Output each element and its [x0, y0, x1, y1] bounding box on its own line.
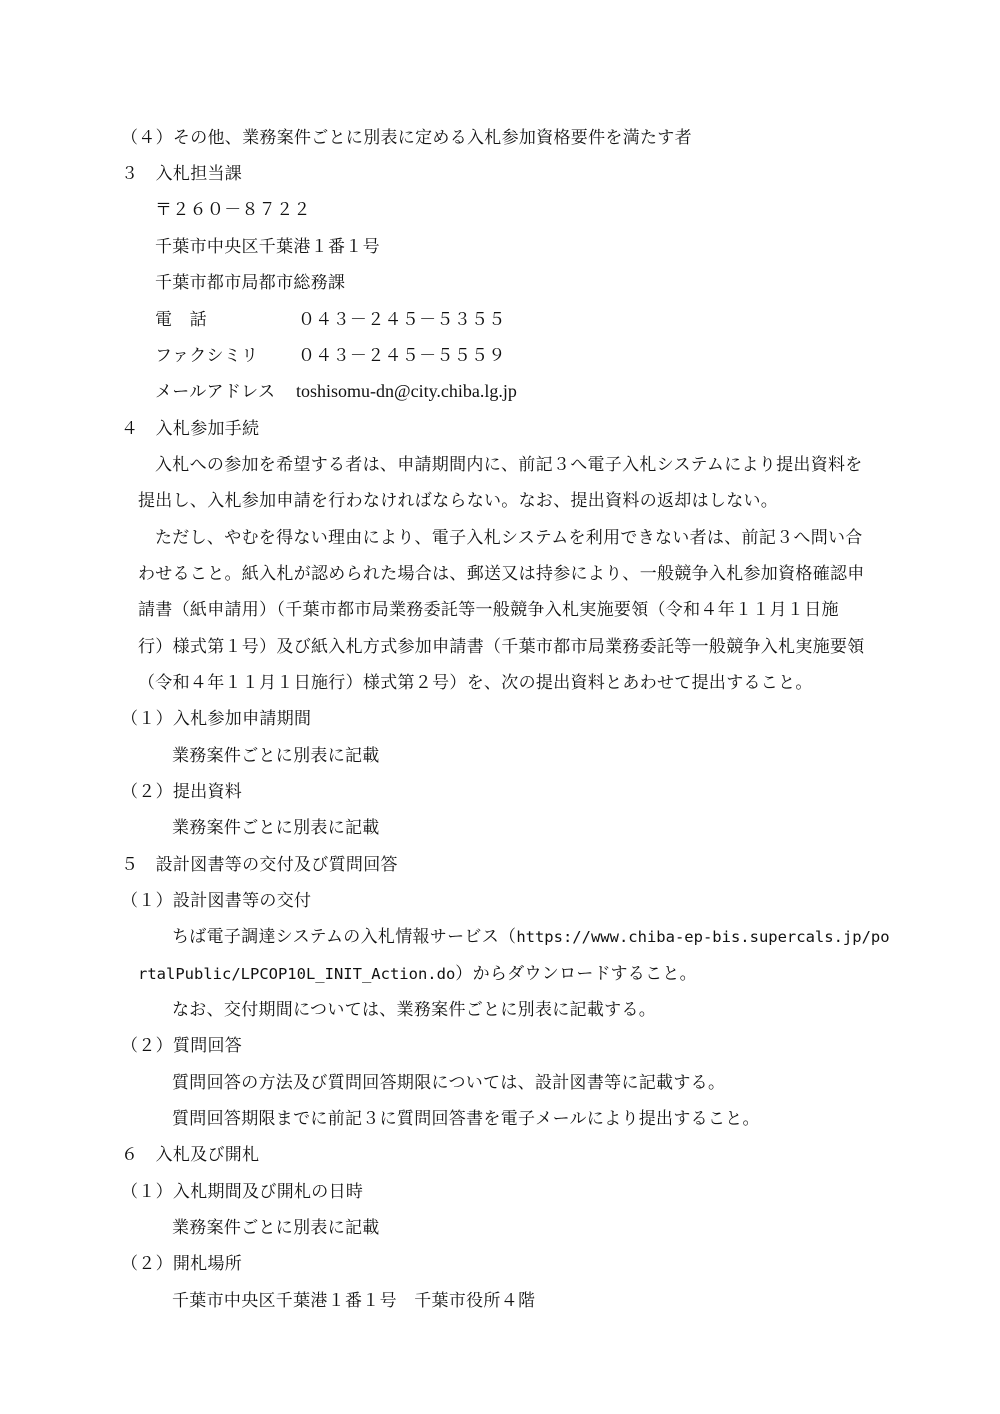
section-6-heading: ６ 入札及び開札	[121, 1145, 260, 1165]
section-3-heading: ３ 入札担当課	[121, 164, 243, 184]
section-5-heading: ５ 設計図書等の交付及び質問回答	[121, 855, 398, 875]
section-5-2-line-2: 質問回答期限までに前記３に質問回答書を電子メールにより提出すること。	[172, 1109, 760, 1129]
postal-code: 〒２６０－８７２２	[155, 200, 311, 220]
section-4-paragraph-2-line-2: わせること。紙入札が認められた場合は、郵送又は持参により、一般競争入札参加資格確認申	[138, 564, 865, 584]
section-5-1-line-2	[138, 963, 697, 985]
bid-info-url-part-1: https://www.chiba-ep-bis.supercals.jp/po	[516, 928, 890, 946]
email-address: toshisomu-dn@city.chiba.lg.jp	[296, 381, 517, 401]
section-5-2-line-1: 質問回答の方法及び質問回答期限については、設計図書等に記載する。	[172, 1073, 726, 1093]
department-name: 千葉市都市局都市総務課	[155, 273, 346, 293]
section-4-1-heading: （１）入札参加申請期間	[121, 709, 312, 729]
section-4-heading: ４ 入札参加手続	[121, 419, 260, 439]
section-4-paragraph-1-line-1: 入札への参加を希望する者は、申請期間内に、前記３へ電子入札システムにより提出資料を	[155, 455, 863, 475]
phone-number: ０４３－２４５－５３５５	[298, 310, 506, 330]
section-4-1-body: 業務案件ごとに別表に記載	[172, 746, 380, 766]
section-6-1-body: 業務案件ごとに別表に記載	[172, 1218, 380, 1238]
section-4-2-body: 業務案件ごとに別表に記載	[172, 818, 380, 838]
section-5-2-heading: （２）質問回答	[121, 1036, 243, 1056]
section-6-2-heading: （２）開札場所	[121, 1254, 243, 1274]
phone-label: 電 話	[155, 310, 207, 330]
section-4-paragraph-2-line-5: （令和４年１１月１日施行）様式第２号）を、次の提出資料とあわせて提出すること。	[138, 673, 813, 693]
address: 千葉市中央区千葉港１番１号	[155, 237, 380, 257]
section-5-1-line-1	[172, 926, 890, 948]
section-5-1-line-1-text: ちば電子調達システムの入札情報サービス（	[172, 927, 517, 947]
email-label: メールアドレス	[155, 382, 276, 402]
item-4-requirements: （４）その他、業務案件ごとに別表に定める入札参加資格要件を満たす者	[121, 128, 692, 148]
section-4-paragraph-2-line-3: 請書（紙申請用）（千葉市都市局業務委託等一般競争入札実施要領（令和４年１１月１日施	[138, 600, 839, 620]
section-6-1-heading: （１）入札期間及び開札の日時	[121, 1182, 364, 1202]
section-4-paragraph-1-line-2: 提出し、入札参加申請を行わなければならない。なお、提出資料の返却はしない。	[138, 491, 779, 511]
section-5-1-line-2-text: ）からダウンロードすること。	[455, 964, 697, 984]
section-4-paragraph-2-line-4: 行）様式第１号）及び紙入札方式参加申請書（千葉市都市局業務委託等一般競争入札実施要領	[138, 637, 865, 657]
fax-label: ファクシミリ	[155, 346, 259, 366]
section-4-2-heading: （２）提出資料	[121, 782, 243, 802]
fax-number: ０４３－２４５－５５５９	[298, 346, 506, 366]
section-5-1-heading: （１）設計図書等の交付	[121, 891, 312, 911]
section-5-1-line-3: なお、交付期間については、業務案件ごとに別表に記載する。	[172, 1000, 657, 1020]
phone-row	[155, 309, 207, 331]
section-4-paragraph-2-line-1: ただし、やむを得ない理由により、電子入札システムを利用できない者は、前記３へ問い合	[155, 528, 863, 548]
bid-info-url-part-2: rtalPublic/LPCOP10L_INIT_Action.do	[138, 965, 456, 983]
section-6-2-body: 千葉市中央区千葉港１番１号 千葉市役所４階	[172, 1291, 536, 1311]
